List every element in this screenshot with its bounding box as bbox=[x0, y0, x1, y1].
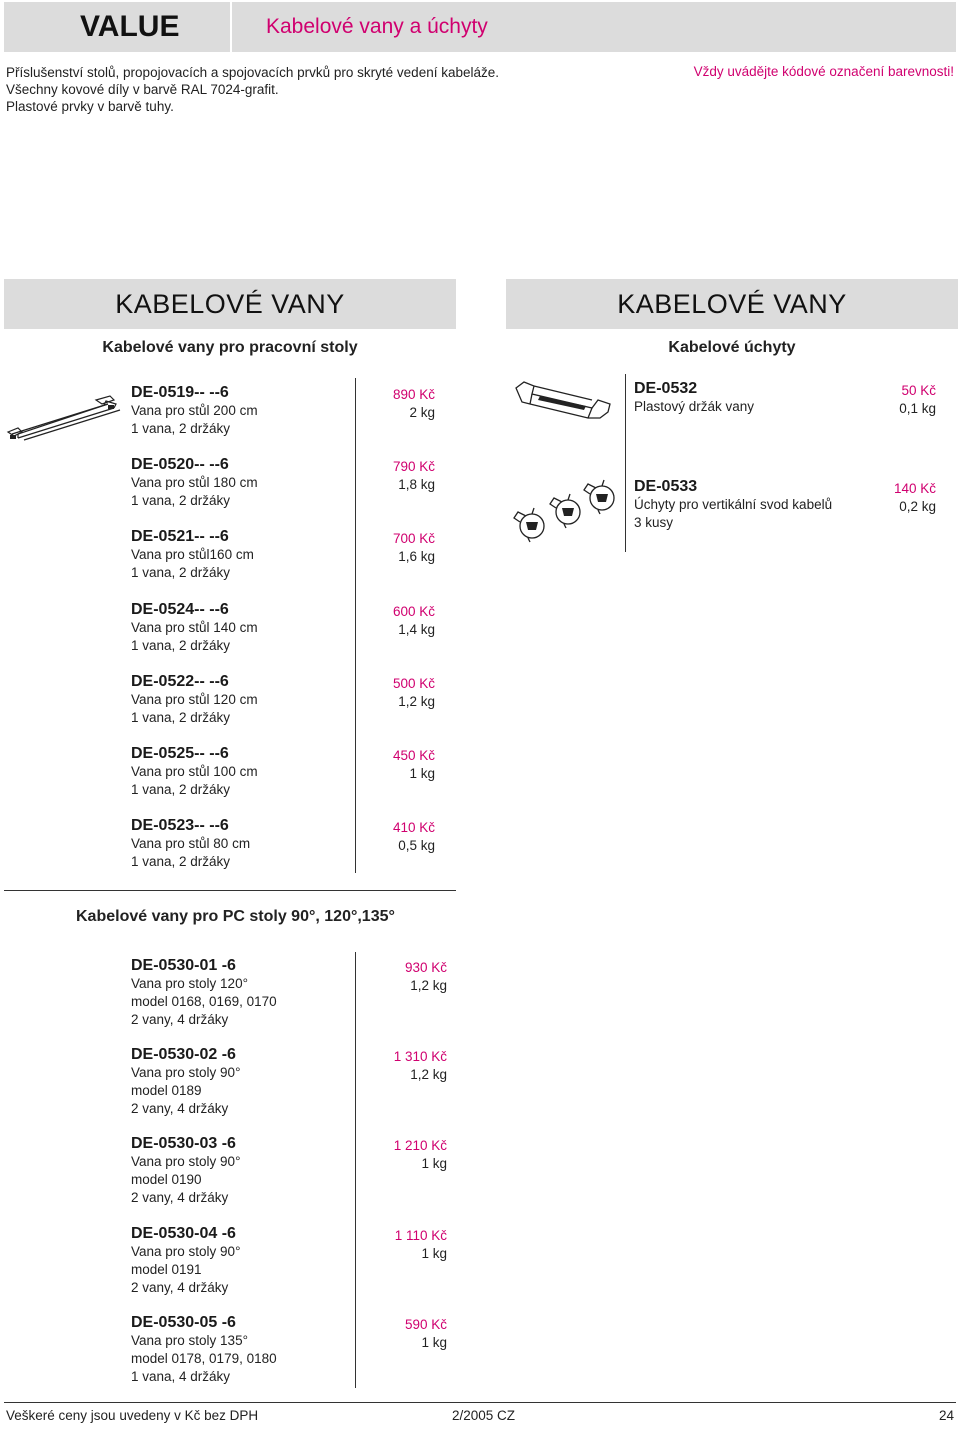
list-item bbox=[131, 528, 435, 582]
cable-tray-icon bbox=[4, 392, 122, 444]
product-price: 500 Kč bbox=[392, 676, 435, 691]
product-note: 3 kusy bbox=[634, 515, 674, 530]
intro-text bbox=[6, 64, 499, 115]
product-code: DE-0524-- --6 bbox=[131, 601, 229, 618]
product-code: DE-0520-- --6 bbox=[131, 456, 229, 473]
product-weight: 1,4 kg bbox=[398, 622, 435, 637]
page-number: 24 bbox=[938, 1408, 954, 1423]
intro-line: Plastové prvky v barvě tuhy. bbox=[6, 99, 174, 114]
product-desc: Vana pro stůl 180 cm bbox=[131, 475, 258, 490]
product-desc: Vana pro stoly 90° bbox=[131, 1244, 241, 1259]
product-note: 1 vana, 2 držáky bbox=[131, 638, 231, 653]
intro-line: Všechny kovové díly v barvě RAL 7024-grafit. bbox=[6, 82, 279, 97]
product-code: DE-0530-05 -6 bbox=[131, 1314, 236, 1331]
product-price: 930 Kč bbox=[404, 960, 447, 975]
product-price: 140 Kč bbox=[893, 481, 936, 496]
product-code: DE-0532 bbox=[634, 380, 698, 397]
list-item bbox=[131, 817, 435, 871]
list-item bbox=[131, 957, 447, 1029]
list-item bbox=[131, 1314, 447, 1386]
product-code: DE-0525-- --6 bbox=[131, 745, 229, 762]
product-weight: 1,2 kg bbox=[410, 978, 447, 993]
tray-holder-icon bbox=[512, 378, 620, 426]
pc-section-subtitle: Kabelové vany pro PC stoly 90°, 120°,135° bbox=[76, 908, 395, 925]
product-code: DE-0521-- --6 bbox=[131, 528, 229, 545]
list-item bbox=[131, 1225, 447, 1297]
product-weight: 0,2 kg bbox=[899, 499, 936, 514]
product-note: 1 vana, 2 držáky bbox=[131, 421, 231, 436]
product-desc: Vana pro stůl 200 cm bbox=[131, 403, 258, 418]
product-desc: Vana pro stoly 90° bbox=[131, 1154, 241, 1169]
product-model: model 0190 bbox=[131, 1172, 202, 1187]
cable-clips-icon bbox=[510, 478, 622, 544]
product-weight: 1 kg bbox=[409, 766, 435, 781]
product-weight: 0,5 kg bbox=[398, 838, 435, 853]
product-desc: Vana pro stůl 100 cm bbox=[131, 764, 258, 779]
product-desc: Vana pro stoly 135° bbox=[131, 1333, 248, 1348]
product-note: 1 vana, 2 držáky bbox=[131, 493, 231, 508]
product-weight: 1 kg bbox=[421, 1335, 447, 1350]
list-item bbox=[131, 456, 435, 510]
product-note: 1 vana, 2 držáky bbox=[131, 854, 231, 869]
product-note: 1 vana, 2 držáky bbox=[131, 565, 231, 580]
product-price: 790 Kč bbox=[392, 459, 435, 474]
product-price: 1 310 Kč bbox=[393, 1049, 447, 1064]
product-code: DE-0530-03 -6 bbox=[131, 1135, 236, 1152]
product-price: 410 Kč bbox=[392, 820, 435, 835]
left-section-subtitle: Kabelové vany pro pracovní stoly bbox=[102, 339, 358, 356]
product-price: 450 Kč bbox=[392, 748, 435, 763]
edition-label: 2/2005 CZ bbox=[452, 1408, 516, 1423]
product-price: 590 Kč bbox=[404, 1317, 447, 1332]
product-code: DE-0522-- --6 bbox=[131, 673, 229, 690]
product-note: 2 vany, 4 držáky bbox=[131, 1190, 229, 1205]
product-weight: 0,1 kg bbox=[899, 401, 936, 416]
list-item bbox=[634, 478, 936, 532]
right-section-subtitle: Kabelové úchyty bbox=[668, 339, 796, 356]
list-item bbox=[131, 745, 435, 799]
product-note: 2 vany, 4 držáky bbox=[131, 1280, 229, 1295]
product-note: 2 vany, 4 držáky bbox=[131, 1012, 229, 1027]
product-model: model 0189 bbox=[131, 1083, 202, 1098]
intro-line: Příslušenství stolů, propojovacích a spojovacích prvků pro skryté vedení kabeláže. bbox=[6, 65, 500, 80]
brand-box bbox=[4, 2, 230, 52]
product-weight: 1,2 kg bbox=[398, 694, 435, 709]
list-item bbox=[131, 1046, 447, 1118]
list-item bbox=[131, 1135, 447, 1207]
brand-label: VALUE bbox=[80, 10, 180, 43]
product-price: 700 Kč bbox=[392, 531, 435, 546]
product-weight: 1 kg bbox=[421, 1156, 447, 1171]
product-code: DE-0519-- --6 bbox=[131, 384, 229, 401]
right-section-banner bbox=[506, 279, 958, 329]
product-price: 890 Kč bbox=[392, 387, 435, 402]
product-desc: Vana pro stůl 140 cm bbox=[131, 620, 258, 635]
product-desc: Úchyty pro vertikální svod kabelů bbox=[634, 497, 833, 512]
right-banner-title: KABELOVÉ VANY bbox=[617, 288, 847, 319]
product-weight: 1,6 kg bbox=[398, 549, 435, 564]
product-desc: Vana pro stůl160 cm bbox=[131, 547, 254, 562]
product-desc: Vana pro stoly 120° bbox=[131, 976, 248, 991]
product-price: 1 210 Kč bbox=[393, 1138, 447, 1153]
product-weight: 1,8 kg bbox=[398, 477, 435, 492]
product-code: DE-0530-04 -6 bbox=[131, 1225, 236, 1242]
product-price: 600 Kč bbox=[392, 604, 435, 619]
product-model: model 0191 bbox=[131, 1262, 202, 1277]
product-weight: 2 kg bbox=[409, 405, 435, 420]
product-model: model 0178, 0179, 0180 bbox=[131, 1351, 277, 1366]
product-note: 1 vana, 4 držáky bbox=[131, 1369, 231, 1384]
product-model: model 0168, 0169, 0170 bbox=[131, 994, 277, 1009]
left-section-banner bbox=[4, 279, 456, 329]
product-code: DE-0530-02 -6 bbox=[131, 1046, 236, 1063]
product-weight: 1 kg bbox=[421, 1246, 447, 1261]
product-price: 50 Kč bbox=[901, 383, 936, 398]
product-desc: Vana pro stůl 120 cm bbox=[131, 692, 258, 707]
list-item bbox=[131, 673, 435, 727]
product-code: DE-0530-01 -6 bbox=[131, 957, 236, 974]
page-title bbox=[232, 2, 956, 52]
left-banner-title: KABELOVÉ VANY bbox=[115, 288, 345, 319]
product-price: 1 110 Kč bbox=[394, 1228, 447, 1243]
section-divider bbox=[4, 890, 456, 891]
page-title-text: Kabelové vany a úchyty bbox=[266, 15, 488, 38]
price-notice: Veškeré ceny jsou uvedeny v Kč bez DPH bbox=[6, 1408, 259, 1423]
footer-divider bbox=[4, 1402, 956, 1403]
product-code: DE-0533 bbox=[634, 478, 698, 495]
list-item bbox=[634, 380, 936, 416]
product-desc: Vana pro stůl 80 cm bbox=[131, 836, 251, 851]
column-divider bbox=[625, 374, 626, 552]
color-code-notice: Vždy uvádějte kódové označení barevnosti! bbox=[693, 64, 954, 79]
product-code: DE-0523-- --6 bbox=[131, 817, 229, 834]
product-note: 2 vany, 4 držáky bbox=[131, 1101, 229, 1116]
product-desc: Plastový držák vany bbox=[634, 399, 755, 414]
list-item bbox=[131, 384, 435, 438]
product-weight: 1,2 kg bbox=[410, 1067, 447, 1082]
list-item bbox=[131, 601, 435, 655]
product-desc: Vana pro stoly 90° bbox=[131, 1065, 241, 1080]
product-note: 1 vana, 2 držáky bbox=[131, 710, 231, 725]
product-note: 1 vana, 2 držáky bbox=[131, 782, 231, 797]
